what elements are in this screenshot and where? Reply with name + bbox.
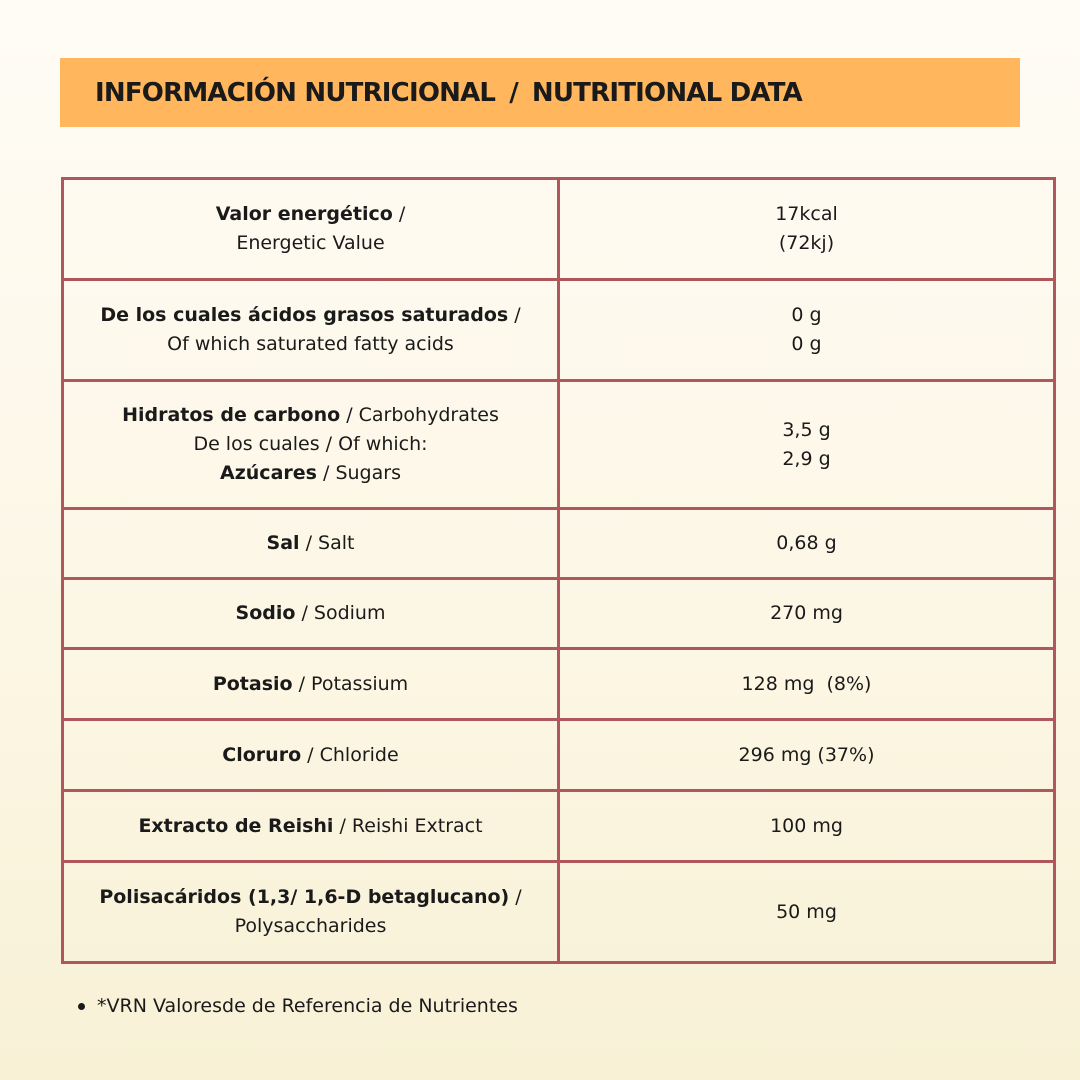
row-label-polysaccharides [63, 862, 559, 963]
label-spanish: Valor energético [215, 203, 393, 225]
value-kj: (72kj) [778, 232, 835, 254]
row-value-saturated-fat [559, 280, 1055, 381]
label-english: / Salt [299, 532, 355, 554]
label-separator: / [509, 886, 522, 908]
table-row [63, 280, 1055, 381]
value-carbohydrates: 3,5 g [782, 418, 831, 441]
label-spanish: Polisacáridos (1,3/ 1,6-D betaglucano) [99, 886, 510, 908]
label-english: / Chloride [301, 743, 399, 766]
row-value-chloride: 296 mg (37%) [559, 720, 1055, 791]
label-spanish: Hidratos de carbono [122, 404, 341, 426]
row-label-sodium [63, 579, 559, 649]
footnote [78, 995, 518, 1017]
label-english: Energetic Value [236, 232, 385, 254]
sugar-label-english: / Sugars [316, 462, 401, 484]
table-row [63, 179, 1055, 280]
table-row [63, 649, 1055, 720]
row-label-chloride [63, 720, 559, 791]
header-banner [60, 58, 1020, 127]
row-label-saturated-fat [63, 280, 559, 381]
nutrition-table [61, 177, 1056, 964]
row-value-carbohydrates [559, 381, 1055, 509]
row-value-reishi-extract: 100 mg [559, 791, 1055, 862]
label-separator: / [508, 304, 521, 326]
footnote-text: *VRN Valoresde de Referencia de Nutrientes [97, 995, 518, 1017]
row-value-energy [559, 179, 1055, 280]
label-spanish: Sal [266, 532, 300, 554]
table-row [63, 579, 1055, 649]
bullet-icon [78, 1003, 85, 1010]
row-label-reishi-extract [63, 791, 559, 862]
label-spanish: Sodio [235, 602, 296, 624]
title-spanish: INFORMACIÓN NUTRICIONAL [95, 77, 496, 108]
label-english: / Sodium [295, 602, 386, 624]
row-label-carbohydrates [63, 381, 559, 509]
value-line-1: 0 g [791, 304, 822, 326]
page-title [95, 78, 802, 108]
table-row [63, 381, 1055, 509]
row-value-polysaccharides: 50 mg [559, 862, 1055, 963]
title-separator: / [509, 77, 518, 108]
value-line-2: 0 g [791, 333, 822, 355]
label-separator: / [392, 203, 406, 225]
sugar-label-spanish: Azúcares [220, 462, 317, 484]
row-value-potassium [559, 649, 1055, 720]
row-label-energy [63, 179, 559, 280]
table-row [63, 509, 1055, 579]
label-spanish: Potasio [212, 672, 293, 695]
value-kcal: 17kcal [775, 203, 838, 225]
label-spanish: De los cuales ácidos grasos saturados [100, 304, 509, 326]
label-english: / Potassium [292, 672, 409, 695]
sub-label: De los cuales / Of which: [193, 433, 428, 455]
row-value-sodium: 270 mg [559, 579, 1055, 649]
label-english: Of which saturated fatty acids [167, 333, 454, 355]
table-row [63, 791, 1055, 862]
row-label-salt [63, 509, 559, 579]
label-english: Polysaccharides [234, 915, 387, 937]
label-english: / Reishi Extract [333, 814, 483, 837]
label-english: / Carbohydrates [340, 404, 499, 426]
row-value-salt: 0,68 g [559, 509, 1055, 579]
value-text: 128 mg (8%) [741, 672, 872, 695]
table-row [63, 720, 1055, 791]
title-english: NUTRITIONAL DATA [531, 77, 802, 108]
value-sugars: 2,9 g [782, 447, 831, 470]
label-spanish: Cloruro [222, 743, 302, 766]
label-spanish: Extracto de Reishi [138, 814, 334, 837]
table-row [63, 862, 1055, 963]
row-label-potassium [63, 649, 559, 720]
